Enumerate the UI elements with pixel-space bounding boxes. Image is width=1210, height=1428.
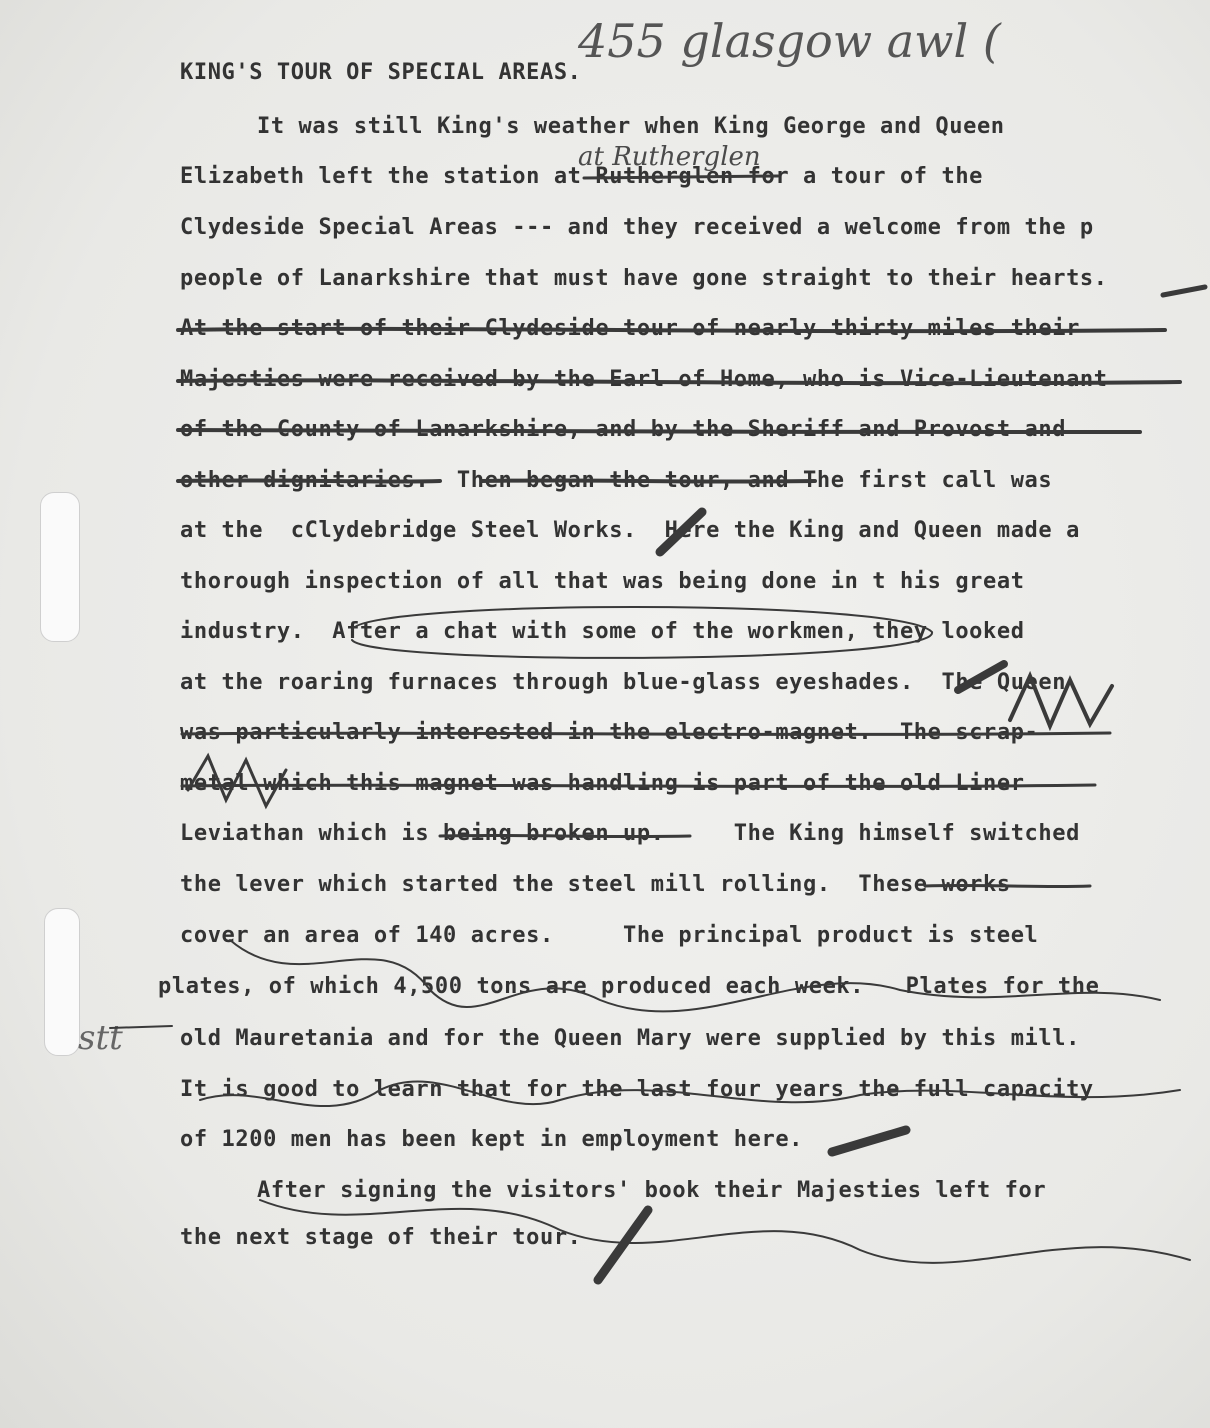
slash-mark [832, 1130, 906, 1152]
text-line: After signing the visitors' book their Majesties left for [257, 1178, 1047, 1203]
text-line: It is good to learn that for the last four years the full capacity [180, 1077, 1094, 1102]
margin-handwritten-mark: stt [78, 1018, 123, 1058]
text-line: people of Lanarkshire that must have gone straight to their hearts. [180, 266, 1108, 291]
slash-mark [598, 1210, 648, 1280]
text-line: old Mauretania and for the Queen Mary were supplied by this mill. [180, 1026, 1080, 1051]
text-line: cover an area of 140 acres. The principal product is steel [180, 923, 1039, 948]
text-line: industry. After a chat with some of the workmen, they looked [180, 619, 1025, 644]
text-line: at the roaring furnaces through blue-glass eyeshades. The Queen [180, 670, 1067, 695]
text-line: at the cClydebridge Steel Works. Here the King and Queen made a [180, 518, 1080, 543]
binder-hole-bottom [44, 908, 80, 1056]
text-line: Leviathan which is being broken up. The King himself switched [180, 821, 1080, 846]
insert-handwritten-note: at Rutherglen [578, 142, 761, 172]
text-line: It was still King's weather when King George and Queen [257, 114, 1005, 139]
text-line: of 1200 men has been kept in employment here. [180, 1127, 804, 1152]
text-line: At the start of their Clydeside tour of nearly thirty miles their [180, 316, 1080, 341]
text-line: Majesties were received by the Earl of Home, who is Vice-Lieutenant [180, 367, 1108, 392]
binder-hole-top [40, 492, 80, 642]
text-line: thorough inspection of all that was being done in t his great [180, 569, 1025, 594]
document-title: KING'S TOUR OF SPECIAL AREAS. [180, 60, 582, 85]
slash-mark [1163, 287, 1205, 295]
text-line: of the County of Lanarkshire, and by the Sheriff and Provost and [180, 417, 1067, 442]
text-line: metal which this magnet was handling is part of the old Liner [180, 771, 1025, 796]
text-line: Clydeside Special Areas --- and they received a welcome from the p [180, 215, 1094, 240]
text-line: the lever which started the steel mill rolling. These works [180, 872, 1011, 897]
text-line: plates, of which 4,500 tons are produced each week. Plates for the [158, 974, 1100, 999]
text-line: other dignitaries. Then began the tour, and The first call was [180, 468, 1053, 493]
top-handwritten-note: 455 glasgow awl ( [578, 14, 1001, 68]
text-line: was particularly interested in the electro-magnet. The scrap- [180, 720, 1039, 745]
text-line: Elizabeth left the station at Rutherglen for a tour of the [180, 164, 984, 189]
text-line: the next stage of their tour. [180, 1225, 582, 1250]
